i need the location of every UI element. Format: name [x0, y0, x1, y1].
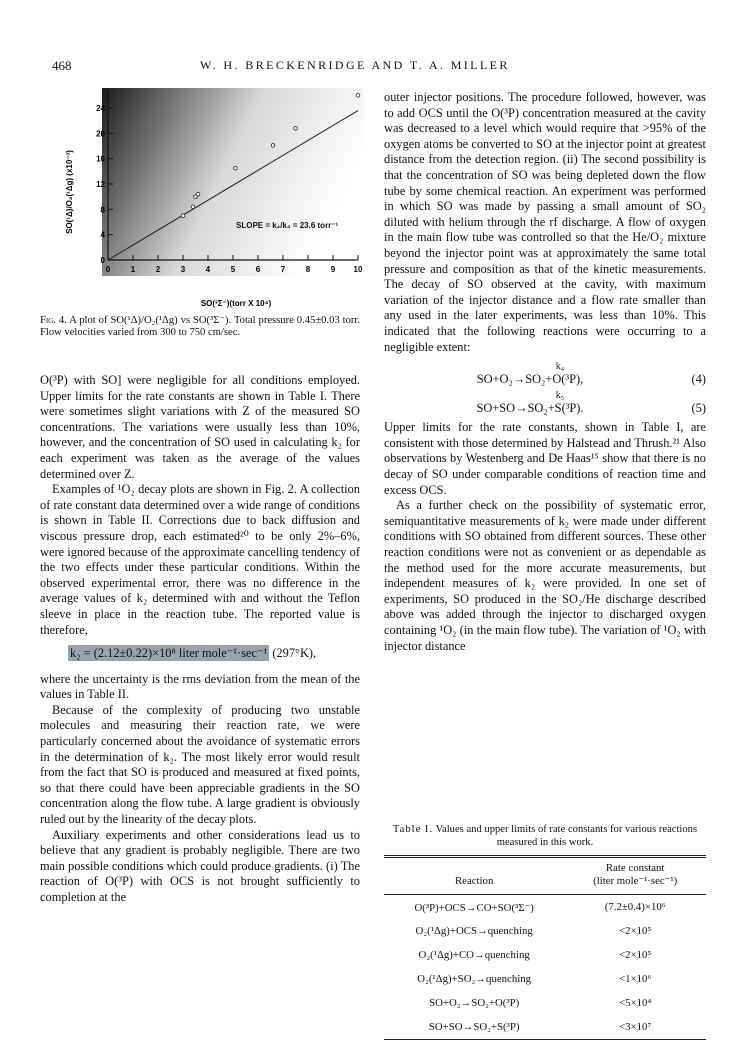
y-tick-label: 16 [96, 154, 105, 164]
table-caption: Values and upper limits of rate constants for various reactions measured in this work. [435, 824, 698, 848]
rate-cell: <2×10⁵ [619, 925, 652, 937]
paragraph: O(³P) with SO] were negligible for all conditions employed. Upper limits for the rate constants are shown in Table I. There were sometimes slight variations with Z of the measured SO concentrations. The variations were usually less than 10%, however, and the concentration of SO used in calculating k₂ for each experiment was taken as the average of the values determined over Z. [40, 373, 360, 481]
data-point [271, 144, 275, 148]
equation-number: (5) [691, 400, 706, 415]
y-tick-label: 24 [96, 104, 105, 113]
x-tick-label: 1 [130, 265, 136, 274]
table-row [384, 967, 706, 991]
paragraph: where the uncertainty is the rms deviation from the mean of the values in Table II. [40, 671, 360, 702]
equation-5 [384, 390, 706, 417]
x-tick-label: 4 [205, 265, 211, 274]
paragraph: outer injector positions. The procedure followed, however, was to add OCS until the O(³P) concentration measured at the cavity was decreased to a level which would require that >95% of the oxygen atoms be converted to SO at the injector point at greatest distance from the detection region. (ii) The second possibility is that the concentration of SO was being depleted down the flow tube by some chemical reaction. An experiment was performed in which SO was made by passing a small amount of SO₂ diluted with helium through the rf discharge. A flow of oxygen in the main flow tube was controlled so that the He/O₂ mixture beyond the injector point was at approximately the same total pressure and composition as that of the kinetic measurements. The decay of SO observed at the cavity, with maximum variation of the injector distance and a flow rate smaller than any used in the later experiments, was less than 10%. This indicated that the following reactions were occurring to a negligible extent: [384, 90, 706, 354]
x-tick-label: 2 [155, 265, 161, 274]
plot-background [102, 88, 364, 276]
y-tick-label: 4 [100, 230, 105, 240]
x-tick-label: 9 [330, 265, 336, 274]
rate-cell: <2×10⁵ [619, 949, 652, 961]
table-row [384, 943, 706, 967]
x-tick-label: 3 [180, 265, 186, 274]
data-point [181, 214, 185, 218]
x-axis-label: SO(³Σ⁻)(torr X 10⁴) [200, 299, 272, 308]
reaction-cell: O(³P)+OCS→CO+SO(³Σ⁻) [414, 901, 534, 914]
reaction-cell: O₂(¹Δg)+CO→quenching [418, 949, 530, 961]
rate-constant-label: k₄ [555, 361, 565, 373]
right-column [384, 90, 706, 654]
table-title [384, 823, 706, 849]
rate-cell: <5×10⁴ [619, 997, 652, 1009]
result-value: k₂ = (2.12±0.22)×10⁸ liter mole⁻¹·sec⁻¹ [70, 646, 268, 661]
data-point [234, 166, 238, 170]
data-point [196, 192, 200, 196]
slope-label: SLOPE = k₂/k₃ = 23.6 torr⁻¹ [236, 221, 339, 230]
y-tick-label: 0 [100, 256, 105, 265]
equation-number: (4) [691, 372, 706, 387]
paragraph: As a further check on the possibility of systematic error, semiquantitative measurements of k₂ were made under different conditions with SO obtained from different sources. These other reaction conditions were not as convenient or as dependable as the method used for the more accurate measurements, but independent measures of k₂ were provided. In one set of experiments, SO produced in the SO₂/He discharge described above was added through the injector to discharged oxygen containing ¹O₂ (in the main flow tube). The variation of ¹O₂ with injector distance [384, 498, 706, 653]
rate-cell: <3×10⁷ [564, 1015, 706, 1040]
reaction-cell: O₂(¹Δg)+OCS→quenching [415, 925, 533, 937]
col-header-reaction: Reaction [454, 875, 494, 887]
rate-constant-table [384, 855, 706, 1040]
caption-lead: Fig. 4. [40, 315, 67, 326]
page-number: 468 [52, 58, 72, 73]
col-header-rate [564, 857, 706, 893]
paragraph: Auxiliary experiments and other considerations lead us to believe that any gradient is probably negligible. There are two main possible conditions which could produce gradients. (i) The reaction of O(³P) with OCS is not brought sufficiently to completion at the [40, 827, 360, 904]
caption-text: A plot of SO(¹Δ)/O₂(¹Δg) vs SO(³Σ⁻). Total pressure 0.45±0.03 torr. Flow velocities varied from 300 to 750 cm/sec. [40, 315, 360, 339]
table-header-row [384, 857, 706, 893]
y-tick-label: 20 [96, 129, 105, 139]
left-column [40, 373, 360, 906]
x-tick-label: 10 [353, 265, 363, 274]
x-tick-label: 5 [230, 265, 236, 274]
x-tick-label: 7 [280, 265, 286, 274]
table-label: Table I. [392, 824, 434, 835]
rate-constant-label: k₅ [555, 389, 565, 401]
col-header-rate-line1: Rate constant [605, 862, 665, 874]
reaction-cell: SO+O₂→SO₂+O(³P) [429, 997, 520, 1009]
data-point [294, 126, 298, 130]
result-equation [68, 646, 360, 662]
x-tick-label: 8 [305, 265, 311, 274]
x-tick-label: 6 [255, 265, 261, 274]
reaction-cell: O₂(¹Δg)+SO₂→quenching [417, 973, 532, 985]
table-1 [384, 823, 706, 1040]
y-axis-label: SO(¹Δ)/O₂(¹Δg) (x10⁻³) [65, 150, 74, 234]
table-row [384, 991, 706, 1015]
paragraph: Because of the complexity of producing two unstable molecules and measuring their reaction rate, we were particularly concerned about the avoidance of systematic errors in the determination of k₂. The most likely error would result from the fact that SO is produced and measured at fixed points, so that there could have been appreciable gradients in the SO concentration along the flow tube. A large gradient is obviously ruled out by the linearity of the decay plots. [40, 702, 360, 827]
figure-caption [40, 315, 360, 340]
rate-cell: <1×10⁶ [619, 973, 652, 985]
y-tick-label: 12 [96, 180, 105, 189]
result-temp: (297°K), [272, 646, 317, 661]
x-tick-label: 0 [105, 265, 111, 274]
equation-4 [384, 361, 706, 388]
data-point [191, 205, 195, 209]
table-row [384, 1015, 706, 1040]
table-row [384, 919, 706, 943]
col-header-rate-line2: (liter mole⁻¹·sec⁻¹) [593, 875, 678, 887]
running-head: W. H. BRECKENRIDGE AND T. A. MILLER [200, 58, 510, 72]
table-row [384, 895, 706, 920]
y-tick-label: 8 [100, 205, 105, 215]
paragraph: Upper limits for the rate constants, shown in Table I, are consistent with those determined by Halstead and Thrush.²¹ Also observations by Westenberg and De Haas¹⁵ show that there is no decay of SO under comparable conditions of reaction time and excess OCS. [384, 420, 706, 497]
figure-4-plot [40, 80, 370, 310]
rate-cell: (7.2±0.4)×10⁶ [604, 901, 666, 913]
equation-formula: SO+SO→SO₂+S(³P). [476, 400, 584, 415]
reaction-cell: SO+SO→SO₂+S(³P) [384, 1015, 564, 1040]
data-point [356, 94, 360, 98]
paragraph: Examples of ¹O₂ decay plots are shown in Fig. 2. A collection of rate constant data determined over a wide range of conditions is shown in Table II. Corrections due to back diffusion and viscous pressure drop, each estimated²⁰ to be only 2%–6%, were ignored because of the approximate cancelling tendency of the two effects under these particular conditions. Within the observed experimental error, there was no difference in the average values of k₂ determined with and without the Teflon sleeve in place in the reaction tube. The reported value is therefore, [40, 482, 360, 637]
equation-formula: SO+O₂→SO₂+O(³P), [476, 372, 584, 387]
